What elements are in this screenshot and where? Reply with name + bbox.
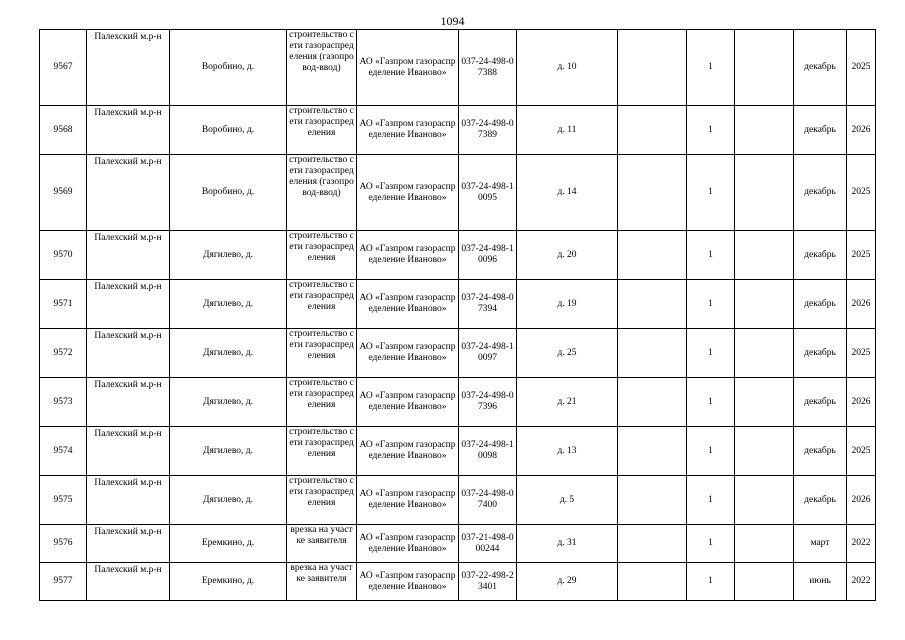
table-row xyxy=(40,280,876,329)
code-cell: 037-24-498-07388 xyxy=(459,30,517,106)
quantity-cell: 1 xyxy=(687,476,735,525)
organization-cell: АО «Газпром газораспределение Иваново» xyxy=(357,525,459,563)
table-row xyxy=(40,329,876,378)
work-type-cell: врезка на участке заявителя xyxy=(287,525,357,563)
year-cell: 2026 xyxy=(847,280,876,329)
quantity-cell: 1 xyxy=(687,427,735,476)
locality-cell: Дягилево, д. xyxy=(170,378,287,427)
house-cell: д. 11 xyxy=(517,106,618,155)
organization-cell: АО «Газпром газораспределение Иваново» xyxy=(357,329,459,378)
year-cell: 2022 xyxy=(847,525,876,563)
table-row xyxy=(40,155,876,231)
empty-cell xyxy=(618,476,687,525)
house-cell: д. 31 xyxy=(517,525,618,563)
locality-cell: Дягилево, д. xyxy=(170,476,287,525)
house-cell: д. 21 xyxy=(517,378,618,427)
row-number: 9575 xyxy=(40,476,87,525)
month-cell: декабрь xyxy=(794,280,847,329)
work-type-cell: строительство сети газораспределения xyxy=(287,476,357,525)
code-cell: 037-24-498-10097 xyxy=(459,329,517,378)
house-cell: д. 25 xyxy=(517,329,618,378)
empty-cell xyxy=(735,427,794,476)
empty-cell xyxy=(618,280,687,329)
organization-cell: АО «Газпром газораспределение Иваново» xyxy=(357,378,459,427)
house-cell: д. 13 xyxy=(517,427,618,476)
district-cell: Палехский м.р-н xyxy=(87,378,170,427)
empty-cell xyxy=(735,155,794,231)
year-cell: 2025 xyxy=(847,427,876,476)
empty-cell xyxy=(618,378,687,427)
district-cell: Палехский м.р-н xyxy=(87,30,170,106)
year-cell: 2026 xyxy=(847,378,876,427)
empty-cell xyxy=(735,231,794,280)
month-cell: декабрь xyxy=(794,329,847,378)
code-cell: 037-24-498-07389 xyxy=(459,106,517,155)
row-number: 9567 xyxy=(40,30,87,106)
row-number: 9568 xyxy=(40,106,87,155)
organization-cell: АО «Газпром газораспределение Иваново» xyxy=(357,563,459,601)
quantity-cell: 1 xyxy=(687,106,735,155)
work-type-cell: строительство сети газораспределения xyxy=(287,231,357,280)
organization-cell: АО «Газпром газораспределение Иваново» xyxy=(357,106,459,155)
month-cell: март xyxy=(794,525,847,563)
year-cell: 2026 xyxy=(847,106,876,155)
empty-cell xyxy=(618,155,687,231)
year-cell: 2026 xyxy=(847,476,876,525)
empty-cell xyxy=(735,476,794,525)
month-cell: декабрь xyxy=(794,427,847,476)
month-cell: декабрь xyxy=(794,30,847,106)
quantity-cell: 1 xyxy=(687,329,735,378)
table-row xyxy=(40,427,876,476)
organization-cell: АО «Газпром газораспределение Иваново» xyxy=(357,231,459,280)
locality-cell: Дягилево, д. xyxy=(170,280,287,329)
quantity-cell: 1 xyxy=(687,563,735,601)
month-cell: декабрь xyxy=(794,155,847,231)
work-type-cell: врезка на участке заявителя xyxy=(287,563,357,601)
year-cell: 2025 xyxy=(847,329,876,378)
locality-cell: Дягилево, д. xyxy=(170,329,287,378)
row-number: 9573 xyxy=(40,378,87,427)
empty-cell xyxy=(618,231,687,280)
row-number: 9570 xyxy=(40,231,87,280)
code-cell: 037-24-498-10098 xyxy=(459,427,517,476)
house-cell: д. 19 xyxy=(517,280,618,329)
empty-cell xyxy=(735,280,794,329)
locality-cell: Еремкино, д. xyxy=(170,525,287,563)
organization-cell: АО «Газпром газораспределение Иваново» xyxy=(357,155,459,231)
code-cell: 037-24-498-07394 xyxy=(459,280,517,329)
district-cell: Палехский м.р-н xyxy=(87,106,170,155)
code-cell: 037-22-498-23401 xyxy=(459,563,517,601)
organization-cell: АО «Газпром газораспределение Иваново» xyxy=(357,427,459,476)
locality-cell: Воробино, д. xyxy=(170,155,287,231)
organization-cell: АО «Газпром газораспределение Иваново» xyxy=(357,476,459,525)
district-cell: Палехский м.р-н xyxy=(87,329,170,378)
district-cell: Палехский м.р-н xyxy=(87,525,170,563)
empty-cell xyxy=(618,30,687,106)
work-type-cell: строительство сети газораспределения xyxy=(287,280,357,329)
empty-cell xyxy=(618,525,687,563)
year-cell: 2025 xyxy=(847,30,876,106)
month-cell: декабрь xyxy=(794,231,847,280)
table-row xyxy=(40,106,876,155)
code-cell: 037-24-498-07400 xyxy=(459,476,517,525)
house-cell: д. 29 xyxy=(517,563,618,601)
locality-cell: Еремкино, д. xyxy=(170,563,287,601)
empty-cell xyxy=(735,106,794,155)
district-cell: Палехский м.р-н xyxy=(87,280,170,329)
empty-cell xyxy=(618,563,687,601)
quantity-cell: 1 xyxy=(687,525,735,563)
empty-cell xyxy=(735,525,794,563)
district-cell: Палехский м.р-н xyxy=(87,155,170,231)
row-number: 9577 xyxy=(40,563,87,601)
empty-cell xyxy=(735,329,794,378)
work-type-cell: строительство сети газораспределения (газопровод-ввод) xyxy=(287,30,357,106)
month-cell: июнь xyxy=(794,563,847,601)
month-cell: декабрь xyxy=(794,378,847,427)
month-cell: декабрь xyxy=(794,106,847,155)
page-number: 1094 xyxy=(440,14,465,28)
quantity-cell: 1 xyxy=(687,280,735,329)
year-cell: 2025 xyxy=(847,155,876,231)
empty-cell xyxy=(735,30,794,106)
row-number: 9571 xyxy=(40,280,87,329)
house-cell: д. 14 xyxy=(517,155,618,231)
table-row xyxy=(40,525,876,563)
empty-cell xyxy=(618,427,687,476)
district-cell: Палехский м.р-н xyxy=(87,427,170,476)
row-number: 9572 xyxy=(40,329,87,378)
locality-cell: Дягилево, д. xyxy=(170,427,287,476)
district-cell: Палехский м.р-н xyxy=(87,476,170,525)
quantity-cell: 1 xyxy=(687,30,735,106)
locality-cell: Дягилево, д. xyxy=(170,231,287,280)
locality-cell: Воробино, д. xyxy=(170,106,287,155)
row-number: 9576 xyxy=(40,525,87,563)
empty-cell xyxy=(618,329,687,378)
year-cell: 2025 xyxy=(847,231,876,280)
table-row xyxy=(40,231,876,280)
month-cell: декабрь xyxy=(794,476,847,525)
quantity-cell: 1 xyxy=(687,155,735,231)
quantity-cell: 1 xyxy=(687,231,735,280)
table-row xyxy=(40,563,876,601)
locality-cell: Воробино, д. xyxy=(170,30,287,106)
gas-connection-table xyxy=(39,29,876,601)
row-number: 9569 xyxy=(40,155,87,231)
code-cell: 037-24-498-10095 xyxy=(459,155,517,231)
row-number: 9574 xyxy=(40,427,87,476)
empty-cell xyxy=(618,106,687,155)
district-cell: Палехский м.р-н xyxy=(87,563,170,601)
work-type-cell: строительство сети газораспределения (газопровод-ввод) xyxy=(287,155,357,231)
work-type-cell: строительство сети газораспределения xyxy=(287,378,357,427)
code-cell: 037-21-498-000244 xyxy=(459,525,517,563)
work-type-cell: строительство сети газораспределения xyxy=(287,106,357,155)
code-cell: 037-24-498-10096 xyxy=(459,231,517,280)
district-cell: Палехский м.р-н xyxy=(87,231,170,280)
empty-cell xyxy=(735,563,794,601)
work-type-cell: строительство сети газораспределения xyxy=(287,427,357,476)
work-type-cell: строительство сети газораспределения xyxy=(287,329,357,378)
house-cell: д. 5 xyxy=(517,476,618,525)
house-cell: д. 10 xyxy=(517,30,618,106)
code-cell: 037-24-498-07396 xyxy=(459,378,517,427)
table-row xyxy=(40,378,876,427)
quantity-cell: 1 xyxy=(687,378,735,427)
house-cell: д. 20 xyxy=(517,231,618,280)
organization-cell: АО «Газпром газораспределение Иваново» xyxy=(357,30,459,106)
empty-cell xyxy=(735,378,794,427)
table-row xyxy=(40,476,876,525)
organization-cell: АО «Газпром газораспределение Иваново» xyxy=(357,280,459,329)
table-row xyxy=(40,30,876,106)
year-cell: 2022 xyxy=(847,563,876,601)
